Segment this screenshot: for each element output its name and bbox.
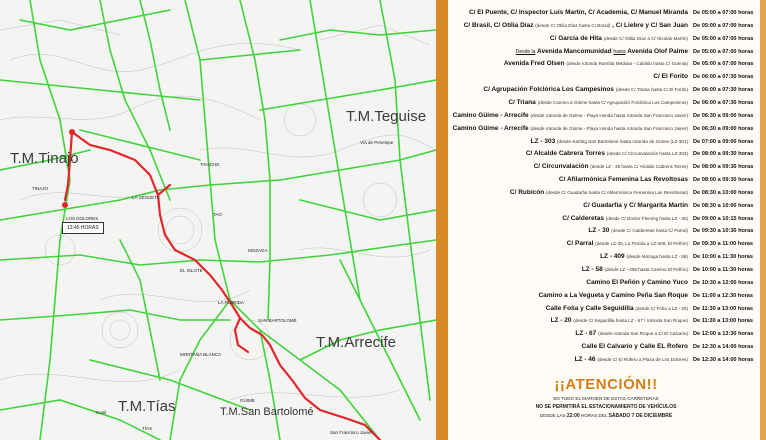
time-range: De 08:00 a 09:30 horas — [693, 177, 754, 184]
schedule-row — [448, 148, 764, 160]
schedule-row — [448, 238, 764, 250]
street-name: C/ Calderetas (desde C/ Doctor Fleming hasta LZ - 30) — [562, 214, 688, 222]
street-name: C/ El Forito — [653, 73, 688, 81]
time-range: De 08:00 a 09:30 horas — [693, 151, 754, 158]
schedule-row — [448, 328, 764, 340]
street-name: C/ Brasil, C/ Otilia Díaz (desde C/ Otilia Díaz hasta C/ Brasil) , C/ Liebre y C/ San Juan — [463, 21, 688, 29]
schedule-row — [448, 315, 764, 327]
schedule-row — [448, 187, 764, 199]
time-range: De 11:30 a 13:00 horas — [693, 318, 754, 325]
start-marker — [69, 129, 75, 135]
schedule-row — [448, 277, 764, 289]
schedule-row — [448, 354, 764, 366]
street-name: Camino Güime - Arrecife (desde rotonda de Güime - Playa Honda hasta rotonda San Francisco Javier) — [452, 111, 688, 119]
region-label: T.M.Tinajo — [10, 150, 79, 167]
accent-divider — [436, 0, 448, 440]
notice — [448, 376, 764, 419]
schedule-row — [448, 290, 764, 302]
street-name: LZ - 409 (desde Mozaga hasta LZ - 58) — [600, 253, 688, 261]
schedule-row — [448, 264, 764, 276]
schedule-row — [448, 84, 764, 96]
street-name: C/ Triana (desde Camino a Güime hasta C/ Agrupación Folclórica Los Campesinos) — [508, 98, 688, 106]
schedule-row — [448, 200, 764, 212]
street-name: C/ Rubicón (desde C/ Guadarfia hasta C/ Afilarmónica Femenina Las Revoltosas) — [509, 188, 688, 196]
time-badge: 13:45 HORAS — [62, 222, 104, 234]
schedule-row — [448, 303, 764, 315]
time-range: De 10:00 a 11:30 horas — [693, 267, 754, 273]
street-name: LZ - 67 (desde rotonda San Roque a C/ El Calvario) — [575, 330, 688, 338]
schedule-row — [448, 46, 764, 58]
time-range: De 06:30 a 09:00 horas — [693, 112, 754, 119]
time-range: De 08:00 a 09:30 horas — [693, 164, 754, 171]
time-range: De 12:30 a 14:00 horas — [693, 344, 754, 351]
schedule-row — [448, 7, 764, 19]
region-label: T.M.Arrecife — [316, 334, 397, 351]
schedule-row — [448, 123, 764, 135]
street-name: LZ - 46 (desde C/ El Rofero a Plaza de Los Dolores) — [574, 355, 688, 363]
schedule-row — [448, 71, 764, 83]
street-name: Camino Güime - Arrecife (desde rotonda de Güime - Playa Honda hasta rotonda San Francisco Javier) — [452, 124, 688, 132]
region-label: T.M.Tías — [118, 398, 176, 415]
street-name: Avenida Fred Olsen (desde rotonda Rambla Medular - Cabildo hasta C/ Guenia) — [503, 60, 688, 68]
time-range: De 05:00 a 07:00 horas — [693, 22, 754, 29]
marked-route — [65, 132, 380, 440]
street-name: C/ Guadarfía y C/ Margarita Martín — [583, 201, 688, 209]
place-label: GÜIME — [240, 398, 255, 403]
time-range: De 11:30 a 13:00 horas — [693, 305, 754, 312]
time-range: De 10:00 a 11:30 horas — [693, 254, 754, 261]
accent-stripe — [760, 0, 766, 440]
time-range: De 07:00 a 09:00 horas — [693, 138, 754, 145]
schedule-row — [448, 20, 764, 32]
region-label: T.M.Teguise — [346, 108, 427, 125]
notice-line: DESDE LAS 22:00 HORAS DEL SÁBADO 7 DE DICIEMBRE — [539, 413, 673, 419]
place-label: LA FLORIDA — [218, 300, 245, 305]
time-range: De 06:00 a 07:30 horas — [693, 99, 754, 106]
schedule-row — [448, 341, 764, 353]
place-label: LA VEGUETA — [132, 195, 160, 200]
region-label: T.M.San Bartolomé — [220, 406, 314, 418]
place-label: MONTAÑA BLANCA — [180, 352, 222, 357]
street-name: LZ - 303 (desde Karting San Bartolomé hasta rotonda de Güime (LZ-301) — [530, 137, 688, 145]
time-range: De 05:00 a 07:00 horas — [693, 48, 754, 55]
schedule-row — [448, 251, 764, 263]
schedule-panel — [448, 0, 766, 440]
schedule-row — [448, 58, 764, 70]
time-range: De 12:30 a 14:00 horas — [693, 356, 754, 363]
schedule-row — [448, 33, 764, 45]
schedule-row — [448, 225, 764, 237]
street-name: LZ - 58 (desde LZ - 409 hasta Camino El Peñón) — [581, 266, 688, 273]
notice-line: EN TODO EL MARGEN DE ESTAS CARRETERAS — [553, 396, 659, 401]
schedule-row — [448, 213, 764, 225]
time-range: De 09:30 a 11:00 horas — [693, 241, 754, 248]
time-range: De 06:00 a 07:30 horas — [693, 74, 754, 81]
place-label: TINAJO — [32, 186, 49, 191]
time-range: De 08:30 a 10:00 horas — [693, 202, 754, 209]
place-label: San Francisco Javier — [330, 430, 373, 435]
schedule-row — [448, 161, 764, 173]
street-name: C/ Afilarmónica Femenina Las Revoltosas — [558, 176, 688, 184]
place-label: Vía de Penelope — [360, 140, 394, 145]
place-label: LOS DOLORES — [66, 216, 99, 221]
street-name: C/ Agrupación Folclórica Los Campesinos (desde C/ Triana hasta C/ El Forito) — [483, 86, 688, 94]
time-range: De 06:30 a 09:00 horas — [693, 125, 754, 132]
time-range: De 05:00 a 07:00 horas — [693, 10, 754, 16]
time-range: De 06:00 a 07:30 horas — [693, 87, 754, 94]
street-name: C/ Alcalde Cabrera Torres (desde C/ Circunvalación hasta LZ-303) — [525, 150, 688, 158]
time-range: De 09:30 a 10:30 horas — [693, 228, 754, 235]
street-name: C/ García de Hita (desde C/ Otilia Díaz a C/ Nicolás Martín) — [549, 34, 688, 42]
schedule-row — [448, 136, 764, 148]
time-range: De 12:00 a 13:30 horas — [693, 331, 754, 338]
schedule-row — [448, 110, 764, 122]
time-range: De 05:00 a 07:00 horas — [693, 35, 754, 42]
place-label: Conil — [96, 410, 107, 415]
street-name: Camino El Peñón y Camino Yuco — [586, 278, 688, 286]
street-name: C/ Parral (desde LZ-30, La Florida a LZ-408, El Peñón) — [566, 240, 688, 248]
place-label: SAN BARTOLOMÉ — [258, 318, 297, 323]
time-range: De 11:00 a 12:30 horas — [693, 292, 754, 299]
notice-title: ¡¡ATENCIÓN!! — [554, 376, 658, 393]
place-label: EL ISLOTE — [180, 268, 203, 273]
place-label: TÍAS — [142, 426, 153, 431]
street-name: Calle Folía y Calle Seguidilla (desde C/ Folía a LZ - 20) — [545, 304, 688, 312]
street-name: Camino a La Vegueta y Camino Peña San Roque — [538, 291, 688, 299]
time-range: De 10:30 a 12:00 horas — [693, 279, 754, 286]
place-label: TAO — [213, 212, 222, 217]
schedule-row — [448, 97, 764, 109]
time-range: De 05:00 a 07:00 horas — [693, 61, 754, 68]
end-marker — [62, 202, 68, 208]
time-range: De 09:00 a 10:15 horas — [693, 215, 754, 222]
street-name: LZ - 20 (desde C/ Seguidilla hasta LZ - 67 / rotonda San Roque) — [550, 317, 688, 325]
street-name: C/ El Puente, C/ Inspector Luis Martín, C/ Academia, C/ Manuel Miranda — [469, 9, 688, 16]
schedule-row — [448, 174, 764, 186]
place-label: TAHICHE — [200, 162, 220, 167]
notice-line: NO SE PERMITIRÁ EL ESTACIONAMIENTO DE VEHÍCULOS — [535, 404, 677, 410]
place-label: MOZAGA — [248, 248, 268, 253]
time-range: De 08:30 a 10:00 horas — [693, 189, 754, 196]
street-name: C/ Circunvalación (desde LZ - 35 hasta C/ Alcalde Cabrera Torres) — [533, 163, 688, 171]
street-name: LZ - 30 (desde C/ Calderetas hasta C/ Parral) — [588, 227, 688, 235]
street-name: Calle El Calvario y Calle EL Rofero — [581, 343, 688, 351]
street-name: Desde la Avenida Mancomunidad hasta Avenida Olof Palme — [515, 47, 688, 55]
